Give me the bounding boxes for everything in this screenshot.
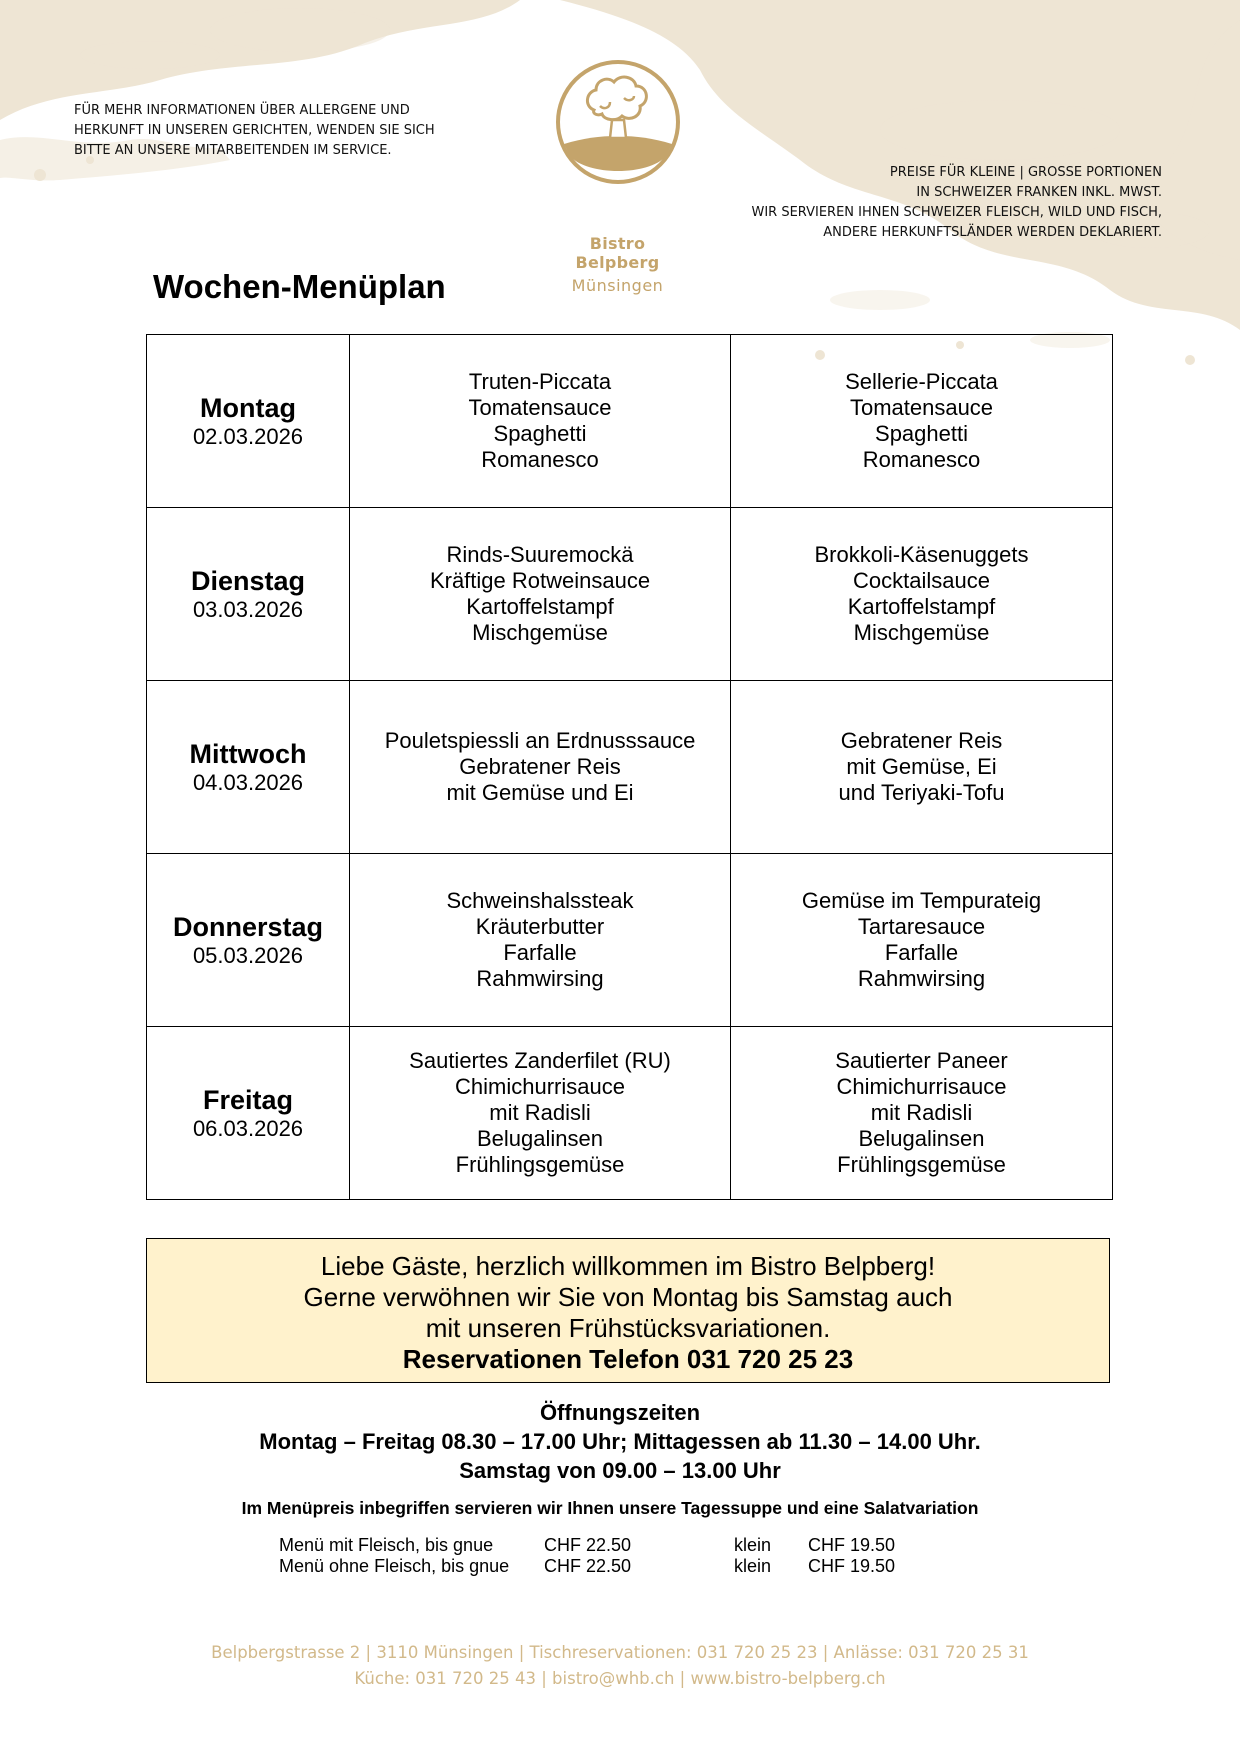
menu-meat-cell <box>350 1027 731 1200</box>
welcome-line: Gerne verwöhnen wir Sie von Montag bis Samstag auch <box>303 1282 953 1312</box>
dish-line: Mischgemüse <box>472 620 608 645</box>
logo-name: Bistro Belpberg <box>575 234 660 272</box>
allergen-note <box>74 101 474 161</box>
table-row <box>147 854 1113 1027</box>
day-cell <box>147 681 350 854</box>
day-date: 04.03.2026 <box>192 770 304 795</box>
dish-line: Romanesco <box>862 447 981 472</box>
price-row <box>279 1556 928 1577</box>
dish-line: mit Gemüse und Ei <box>446 780 634 805</box>
dish-line: Cocktailsauce <box>853 568 990 593</box>
day-date: 06.03.2026 <box>192 1116 304 1141</box>
allergen-note-line: FÜR MEHR INFORMATIONEN ÜBER ALLERGENE UND <box>74 103 410 118</box>
reservation-phone: Reservationen Telefon 031 720 25 23 <box>402 1344 854 1374</box>
menu-veggie-cell <box>731 335 1113 508</box>
dish-line: Farfalle <box>503 940 577 965</box>
price-note-line: IN SCHWEIZER FRANKEN INKL. MWST. <box>916 185 1162 200</box>
menu-meat-cell <box>350 681 731 854</box>
price-big: CHF 22.50 <box>544 1556 632 1576</box>
dish-line: Rahmwirsing <box>857 966 986 991</box>
footer <box>0 1640 1240 1692</box>
day-cell <box>147 1027 350 1200</box>
menu-veggie-cell <box>731 508 1113 681</box>
dish-line: Chimichurrisauce <box>455 1074 625 1099</box>
dish-line: Tomatensauce <box>468 395 612 420</box>
day-name: Donnerstag <box>172 912 324 942</box>
dish-line: Spaghetti <box>493 421 587 446</box>
price-small: CHF 19.50 <box>808 1556 896 1576</box>
logo-town: Münsingen <box>571 276 664 295</box>
price-note-line: ANDERE HERKUNFTSLÄNDER WERDEN DEKLARIERT. <box>823 225 1162 240</box>
dish-line: mit Radisli <box>489 1100 591 1125</box>
table-row <box>147 508 1113 681</box>
day-name: Mittwoch <box>189 739 307 769</box>
dish-line: Chimichurrisauce <box>836 1074 1007 1099</box>
opening-hours <box>0 1398 1240 1485</box>
day-cell <box>147 335 350 508</box>
dish-line: Schweinshalssteak <box>446 888 634 913</box>
dish-line: Farfalle <box>884 940 959 965</box>
menu-veggie-cell <box>731 854 1113 1027</box>
price-note-line: PREISE FÜR KLEINE | GROSSE PORTIONEN <box>889 165 1162 180</box>
dish-line: Belugalinsen <box>477 1126 603 1151</box>
price-row <box>279 1535 928 1556</box>
dish-line: Sautierter Paneer <box>835 1048 1008 1073</box>
welcome-box <box>146 1238 1110 1383</box>
allergen-note-line: HERKUNFT IN UNSEREN GERICHTEN, WENDEN SIE SICH <box>74 123 435 138</box>
price-list <box>279 1535 928 1577</box>
dish-line: Gebratener Reis <box>840 728 1003 753</box>
footer-address-line: Belpbergstrasse 2 | 3110 Münsingen | Tischreservationen: 031 720 25 23 | Anlässe: 031 720 25 31 <box>211 1643 1029 1662</box>
menu-veggie-cell <box>731 681 1113 854</box>
dish-line: mit Radisli <box>870 1100 973 1125</box>
dish-line: Sellerie-Piccata <box>845 369 998 394</box>
dish-line: Kartoffelstampf <box>847 594 996 619</box>
dish-line: und Teriyaki-Tofu <box>838 780 1005 805</box>
dish-line: Spaghetti <box>875 421 968 446</box>
opening-hours-saturday: Samstag von 09.00 – 13.00 Uhr <box>459 1458 781 1483</box>
dish-line: Belugalinsen <box>858 1126 985 1151</box>
dish-line: Sautiertes Zanderfilet (RU) <box>409 1048 671 1073</box>
page-title: Wochen-Menüplan <box>153 268 446 305</box>
dish-line: Frühlingsgemüse <box>837 1152 1006 1177</box>
welcome-line: Liebe Gäste, herzlich willkommen im Bistro Belpberg! <box>320 1251 936 1281</box>
opening-hours-title: Öffnungszeiten <box>539 1400 701 1425</box>
day-date: 02.03.2026 <box>192 424 304 449</box>
menu-table <box>146 334 1113 1200</box>
included-note: Im Menüpreis inbegriffen servieren wir Ihnen unsere Tagessuppe und eine Salatvariation <box>241 1498 979 1518</box>
day-name: Montag <box>200 393 296 423</box>
table-row <box>147 681 1113 854</box>
menu-meat-cell <box>350 508 731 681</box>
price-klein-label: klein <box>734 1535 772 1555</box>
menu-meat-cell <box>350 335 731 508</box>
table-row <box>147 1027 1113 1200</box>
day-cell <box>147 854 350 1027</box>
dish-line: Rinds-Suuremockä <box>446 542 634 567</box>
dish-line: Mischgemüse <box>853 620 990 645</box>
day-name: Dienstag <box>190 566 306 596</box>
menu-meat-cell <box>350 854 731 1027</box>
price-note <box>602 163 1162 243</box>
dish-line: Pouletspiessli an Erdnusssauce <box>384 728 696 753</box>
day-cell <box>147 508 350 681</box>
menu-veggie-cell <box>731 1027 1113 1200</box>
dish-line: Kartoffelstampf <box>466 594 614 619</box>
footer-contact-line: Küche: 031 720 25 43 | bistro@whb.ch | www.bistro-belpberg.ch <box>354 1669 886 1688</box>
price-klein-label: klein <box>734 1556 772 1576</box>
dish-line: Frühlingsgemüse <box>455 1152 625 1177</box>
day-name: Freitag <box>202 1085 294 1115</box>
dish-line: Gebratener Reis <box>459 754 621 779</box>
dish-line: Kräftige Rotweinsauce <box>429 568 651 593</box>
day-date: 05.03.2026 <box>192 943 304 968</box>
welcome-line: mit unseren Frühstücksvariationen. <box>425 1313 831 1343</box>
price-small: CHF 19.50 <box>808 1535 896 1555</box>
dish-line: Kräuterbutter <box>475 914 605 939</box>
day-date: 03.03.2026 <box>192 597 304 622</box>
allergen-note-line: BITTE AN UNSERE MITARBEITENDEN IM SERVICE. <box>74 143 392 158</box>
dish-line: mit Gemüse, Ei <box>846 754 997 779</box>
table-row <box>147 335 1113 508</box>
opening-hours-weekdays: Montag – Freitag 08.30 – 17.00 Uhr; Mittagessen ab 11.30 – 14.00 Uhr. <box>259 1429 981 1454</box>
dish-line: Truten-Piccata <box>468 369 612 394</box>
dish-line: Brokkoli-Käsenuggets <box>814 542 1029 567</box>
price-label: Menü ohne Fleisch, bis gnue <box>279 1556 510 1576</box>
dish-line: Tartaresauce <box>857 914 986 939</box>
dish-line: Tomatensauce <box>849 395 994 420</box>
dish-line: Gemüse im Tempurateig <box>801 888 1042 913</box>
price-big: CHF 22.50 <box>544 1535 632 1555</box>
price-note-line: WIR SERVIEREN IHNEN SCHWEIZER FLEISCH, WILD UND FISCH, <box>751 205 1162 220</box>
price-label: Menü mit Fleisch, bis gnue <box>279 1535 494 1555</box>
dish-line: Rahmwirsing <box>476 966 604 991</box>
dish-line: Romanesco <box>481 447 599 472</box>
